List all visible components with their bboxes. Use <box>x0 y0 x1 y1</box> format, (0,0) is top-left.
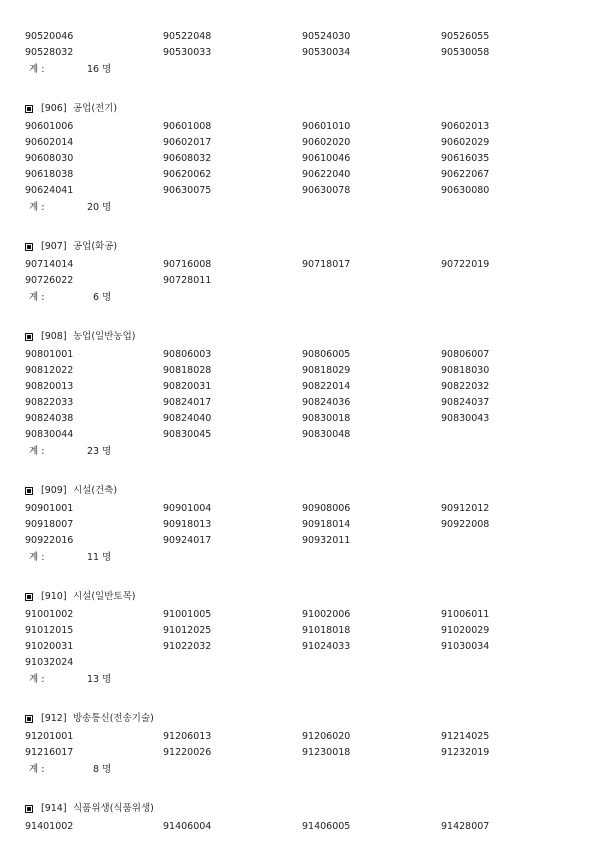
section-code: [906] <box>41 103 67 114</box>
student-id: 90630080 <box>441 185 490 196</box>
student-id: 90616035 <box>441 153 490 164</box>
total-count: 13 명 <box>87 674 112 685</box>
student-id: 90528032 <box>25 47 74 58</box>
student-id: 90530033 <box>163 47 212 58</box>
student-id: 90818028 <box>163 365 212 376</box>
student-id: 90924017 <box>163 535 212 546</box>
section-code: [910] <box>41 591 67 602</box>
total-label: 계 : <box>29 64 45 75</box>
total-row <box>0 445 595 459</box>
student-id: 90801001 <box>25 349 74 360</box>
student-id: 90822014 <box>302 381 351 392</box>
id-row <box>0 46 595 60</box>
id-row <box>0 746 595 760</box>
square-bullet-icon <box>25 593 33 601</box>
student-id: 90618038 <box>25 169 74 180</box>
total-count: 6 명 <box>93 292 112 303</box>
student-id: 90601006 <box>25 121 74 132</box>
id-row <box>0 274 595 288</box>
student-id: 91020029 <box>441 625 490 636</box>
id-row <box>0 30 595 44</box>
id-row <box>0 624 595 638</box>
id-row <box>0 820 595 834</box>
section-name: 공업(화공) <box>73 241 118 252</box>
student-id: 91214025 <box>441 731 490 742</box>
student-id: 90806005 <box>302 349 351 360</box>
student-id: 90714014 <box>25 259 74 270</box>
student-id: 90716008 <box>163 259 212 270</box>
id-row <box>0 412 595 426</box>
student-id: 91018018 <box>302 625 351 636</box>
student-id: 90908006 <box>302 503 351 514</box>
student-id: 90602017 <box>163 137 212 148</box>
student-id: 90912012 <box>441 503 490 514</box>
student-id: 90822033 <box>25 397 74 408</box>
section-name: 시설(일반토목) <box>73 591 136 602</box>
student-id: 90601010 <box>302 121 351 132</box>
student-id: 91401002 <box>25 821 74 832</box>
id-row <box>0 380 595 394</box>
total-count: 8 명 <box>93 764 112 775</box>
student-id: 90824040 <box>163 413 212 424</box>
square-bullet-icon <box>25 243 33 251</box>
student-id: 91012025 <box>163 625 212 636</box>
total-row <box>0 551 595 565</box>
student-id: 90820031 <box>163 381 212 392</box>
section-name: 식품위생(식품위생) <box>73 803 154 814</box>
section-header <box>25 590 545 604</box>
total-count: 16 명 <box>87 64 112 75</box>
section-code: [908] <box>41 331 67 342</box>
id-row <box>0 258 595 272</box>
id-row <box>0 364 595 378</box>
student-id: 90524030 <box>302 31 351 42</box>
student-id: 91006011 <box>441 609 490 620</box>
student-id: 90608030 <box>25 153 74 164</box>
id-row <box>0 348 595 362</box>
student-id: 90830044 <box>25 429 74 440</box>
student-id: 90526055 <box>441 31 490 42</box>
student-id: 91232019 <box>441 747 490 758</box>
id-row <box>0 608 595 622</box>
square-bullet-icon <box>25 333 33 341</box>
student-id: 90901004 <box>163 503 212 514</box>
student-id: 90918013 <box>163 519 212 530</box>
student-id: 90901001 <box>25 503 74 514</box>
total-row <box>0 63 595 77</box>
id-row <box>0 518 595 532</box>
id-row <box>0 184 595 198</box>
section-code: [909] <box>41 485 67 496</box>
student-id: 91406004 <box>163 821 212 832</box>
student-id: 90602029 <box>441 137 490 148</box>
total-row <box>0 201 595 215</box>
student-id: 90601008 <box>163 121 212 132</box>
student-id: 90630078 <box>302 185 351 196</box>
student-id: 90830043 <box>441 413 490 424</box>
student-id: 90602013 <box>441 121 490 132</box>
student-id: 91024033 <box>302 641 351 652</box>
student-id: 90806003 <box>163 349 212 360</box>
section-name: 방송통신(전송기술) <box>73 713 154 724</box>
total-label: 계 : <box>29 446 45 457</box>
student-id: 91230018 <box>302 747 351 758</box>
student-id: 90932011 <box>302 535 351 546</box>
student-id: 90824037 <box>441 397 490 408</box>
total-label: 계 : <box>29 292 45 303</box>
id-row <box>0 534 595 548</box>
student-id: 91220026 <box>163 747 212 758</box>
student-id: 90818029 <box>302 365 351 376</box>
student-id: 90530034 <box>302 47 351 58</box>
student-id: 91022032 <box>163 641 212 652</box>
id-row <box>0 168 595 182</box>
square-bullet-icon <box>25 805 33 813</box>
section-header <box>25 802 545 816</box>
student-id: 90824036 <box>302 397 351 408</box>
student-id: 90622040 <box>302 169 351 180</box>
square-bullet-icon <box>25 715 33 723</box>
student-id: 91001005 <box>163 609 212 620</box>
student-id: 91002006 <box>302 609 351 620</box>
student-id: 91206020 <box>302 731 351 742</box>
section-code: [914] <box>41 803 67 814</box>
total-label: 계 : <box>29 202 45 213</box>
section-header <box>25 240 545 254</box>
student-id: 90830048 <box>302 429 351 440</box>
student-id: 91020031 <box>25 641 74 652</box>
student-id: 90624041 <box>25 185 74 196</box>
total-row <box>0 763 595 777</box>
student-id: 91406005 <box>302 821 351 832</box>
student-id: 90620062 <box>163 169 212 180</box>
student-id: 90520046 <box>25 31 74 42</box>
student-id: 91001002 <box>25 609 74 620</box>
student-id: 90818030 <box>441 365 490 376</box>
id-row <box>0 152 595 166</box>
id-row <box>0 136 595 150</box>
section-header <box>25 330 545 344</box>
student-id: 90922016 <box>25 535 74 546</box>
student-id: 90610046 <box>302 153 351 164</box>
student-id: 91012015 <box>25 625 74 636</box>
section-name: 시설(건축) <box>73 485 118 496</box>
student-id: 90726022 <box>25 275 74 286</box>
section-name: 공업(전기) <box>73 103 118 114</box>
student-id: 90522048 <box>163 31 212 42</box>
student-id: 90728011 <box>163 275 212 286</box>
total-count: 11 명 <box>87 552 112 563</box>
total-count: 23 명 <box>87 446 112 457</box>
square-bullet-icon <box>25 105 33 113</box>
total-row <box>0 673 595 687</box>
student-id: 90918014 <box>302 519 351 530</box>
section-code: [912] <box>41 713 67 724</box>
total-row <box>0 291 595 305</box>
section-header <box>25 712 545 726</box>
student-id: 90718017 <box>302 259 351 270</box>
square-bullet-icon <box>25 487 33 495</box>
student-id: 90822032 <box>441 381 490 392</box>
student-id: 90824017 <box>163 397 212 408</box>
id-row <box>0 396 595 410</box>
id-row <box>0 730 595 744</box>
id-row <box>0 120 595 134</box>
section-code: [907] <box>41 241 67 252</box>
student-id: 90806007 <box>441 349 490 360</box>
student-id: 90918007 <box>25 519 74 530</box>
student-id: 90820013 <box>25 381 74 392</box>
section-header <box>25 102 545 116</box>
student-id: 90608032 <box>163 153 212 164</box>
student-id: 91030034 <box>441 641 490 652</box>
id-row <box>0 428 595 442</box>
student-id: 91201001 <box>25 731 74 742</box>
student-id: 90530058 <box>441 47 490 58</box>
student-id: 90602020 <box>302 137 351 148</box>
student-id: 90812022 <box>25 365 74 376</box>
student-id: 91206013 <box>163 731 212 742</box>
student-id: 90830018 <box>302 413 351 424</box>
total-label: 계 : <box>29 552 45 563</box>
total-label: 계 : <box>29 764 45 775</box>
student-id: 90922008 <box>441 519 490 530</box>
student-id: 90630075 <box>163 185 212 196</box>
student-id: 91428007 <box>441 821 490 832</box>
student-id: 90830045 <box>163 429 212 440</box>
id-row <box>0 640 595 654</box>
total-count: 20 명 <box>87 202 112 213</box>
total-label: 계 : <box>29 674 45 685</box>
student-id: 90602014 <box>25 137 74 148</box>
student-id: 90622067 <box>441 169 490 180</box>
student-id: 90722019 <box>441 259 490 270</box>
student-id: 90824038 <box>25 413 74 424</box>
section-name: 농업(일반농업) <box>73 331 136 342</box>
section-header <box>25 484 545 498</box>
id-row <box>0 656 595 670</box>
id-row <box>0 502 595 516</box>
student-id: 91216017 <box>25 747 74 758</box>
student-id: 91032024 <box>25 657 74 668</box>
